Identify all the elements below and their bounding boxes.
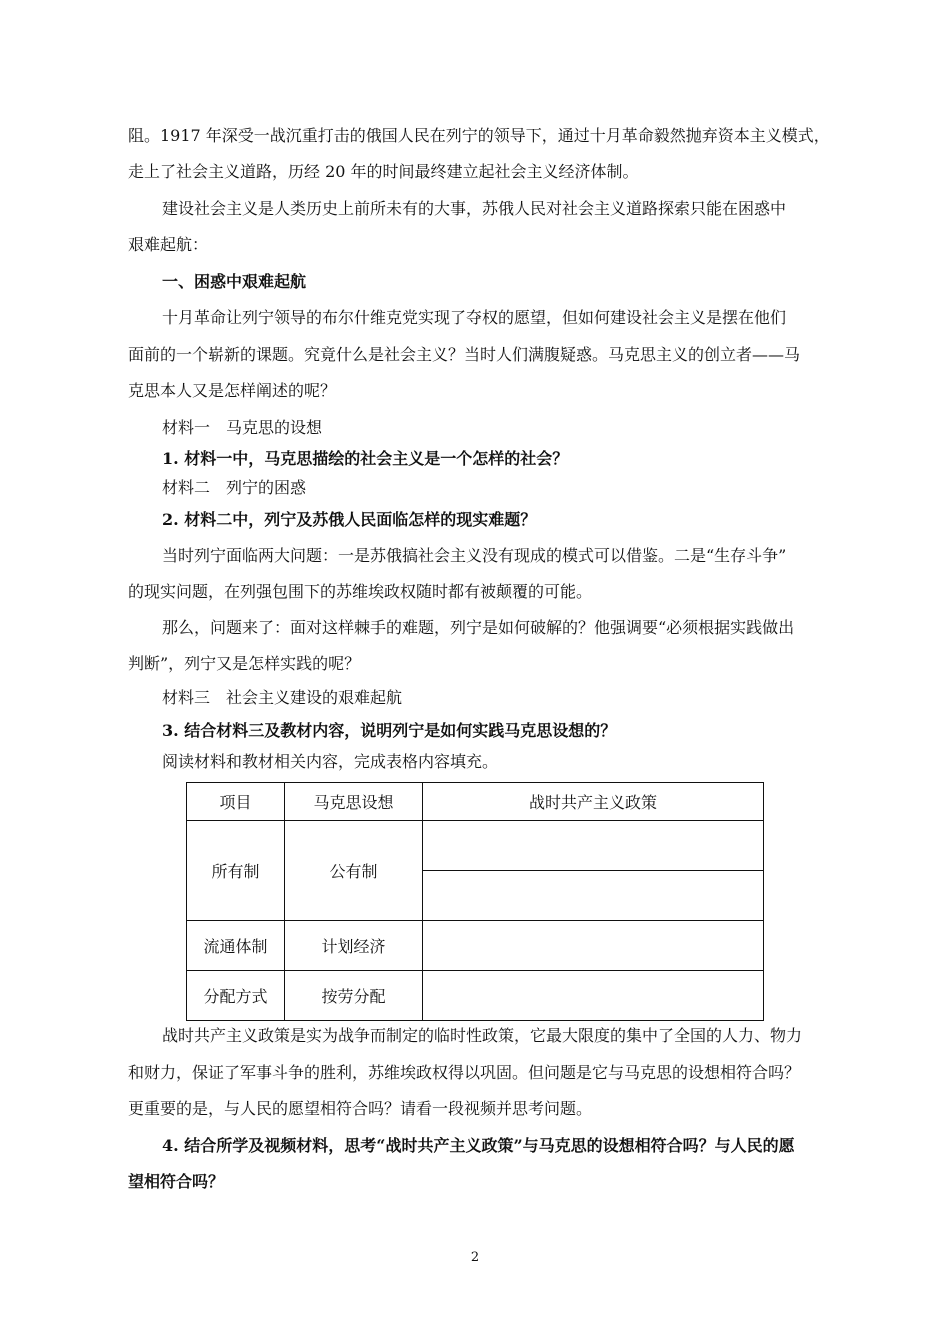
paragraph-line: 和财力，保证了军事斗争的胜利，苏维埃政权得以巩固。但问题是它与马克思的设想相符合吗？ [128,1063,801,1082]
answer-blank-cell[interactable] [423,971,764,1021]
table-cell: 计划经济 [285,921,423,971]
material-label: 材料三 社会主义建设的艰难起航 [162,688,403,707]
question: 2. 材料二中，列宁及苏俄人民面临怎样的现实难题？ [162,510,537,529]
paragraph-line: 的现实问题，在列强包围下的苏维埃政权随时都有被颠覆的可能。 [128,582,593,601]
answer-blank-cell[interactable] [423,921,764,971]
answer-blank-cell[interactable] [423,821,764,871]
table-row [187,921,764,971]
paragraph-line: 十月革命让列宁领导的布尔什维克党实现了夺权的愿望，但如何建设社会主义是摆在他们 [162,308,787,327]
comparison-table [186,782,764,1021]
answer-blank-cell[interactable] [423,871,764,921]
paragraph-line: 判断”，列宁又是怎样实践的呢？ [128,654,361,673]
table-header-row [187,783,764,821]
material-label: 材料一 马克思的设想 [162,418,323,437]
paragraph-line: 建设社会主义是人类历史上前所未有的大事，苏俄人民对社会主义道路探索只能在困惑中 [162,199,787,218]
paragraph-line: 战时共产主义政策是实为战争而制定的临时性政策，它最大限度的集中了全国的人力、物力 [162,1026,803,1045]
paragraph-line: 阅读材料和教材相关内容，完成表格内容填充。 [162,752,499,771]
paragraph-line: 更重要的是，与人民的愿望相符合吗？请看一段视频并思考问题。 [128,1099,593,1118]
table-cell: 按劳分配 [285,971,423,1021]
paragraph-line: 艰难起航： [128,235,209,254]
paragraph-line: 那么，问题来了：面对这样棘手的难题，列宁是如何破解的？他强调要“必须根据实践做出 [162,618,795,637]
question: 1. 材料一中，马克思描绘的社会主义是一个怎样的社会？ [162,449,569,468]
question: 4. 结合所学及视频材料，思考“战时共产主义政策”与马克思的设想相符合吗？与人民的愿 [162,1136,795,1155]
page-number: 2 [470,1250,480,1265]
table-header: 项目 [187,783,285,821]
table-cell: 所有制 [187,821,285,921]
table-header: 战时共产主义政策 [423,783,764,821]
table-cell: 公有制 [285,821,423,921]
table-cell: 分配方式 [187,971,285,1021]
paragraph-line: 当时列宁面临两大问题：一是苏俄搞社会主义没有现成的模式可以借鉴。二是“生存斗争” [162,546,787,565]
table-row [187,971,764,1021]
material-label: 材料二 列宁的困惑 [162,478,307,497]
section-heading: 一、困惑中艰难起航 [162,272,307,291]
table-cell: 流通体制 [187,921,285,971]
question: 3. 结合材料三及教材内容，说明列宁是如何实践马克思设想的？ [162,721,617,740]
paragraph-line: 面前的一个崭新的课题。究竟什么是社会主义？当时人们满腹疑惑。马克思主义的创立者——马 [128,345,801,364]
paragraph-line: 阻。1917 年深受一战沉重打击的俄国人民在列宁的领导下，通过十月革命毅然抛弃资本主义模式， [128,126,830,145]
question: 望相符合吗？ [128,1172,225,1191]
table-row [187,821,764,871]
table-header: 马克思设想 [285,783,423,821]
paragraph-line: 走上了社会主义道路，历经 20 年的时间最终建立起社会主义经济体制。 [128,162,639,181]
paragraph-line: 克思本人又是怎样阐述的呢？ [128,381,337,400]
